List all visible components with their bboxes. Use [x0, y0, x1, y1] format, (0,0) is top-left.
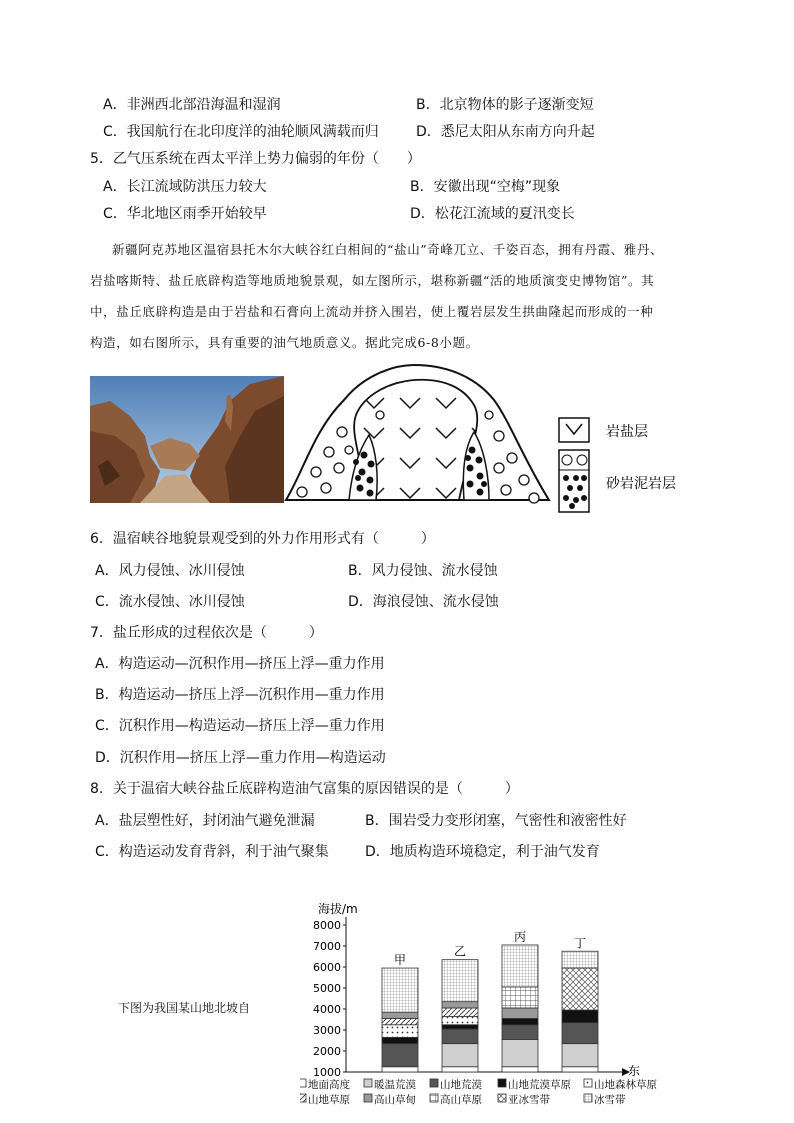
- bar-segment-丁-冰雪带: [562, 951, 598, 968]
- q5-option-b: B．安徽出现“空梅”现象: [410, 179, 561, 195]
- bar-segment-甲-山地森林草原: [382, 1025, 418, 1038]
- bar-segment-甲-山地荒漠草原: [382, 1037, 418, 1043]
- legend-swatch-亚冰雪带: [498, 1094, 506, 1102]
- q8-option-a: A．盐层塑性好，封闭油气避免泄漏: [95, 813, 315, 829]
- bar-segment-丁-亚冰雪带: [562, 968, 598, 1010]
- q7-option-b: B．构造运动—挤压上浮—沉积作用—重力作用: [95, 687, 385, 703]
- bar-segment-甲-山地草原: [382, 1018, 418, 1024]
- q6-option-b: B．风力侵蚀、流水侵蚀: [348, 563, 498, 579]
- q6-option-d: D．海浪侵蚀、流水侵蚀: [348, 594, 499, 610]
- chart-legend: [300, 1078, 657, 1105]
- legend-label-山地荒漠: 山地荒漠: [440, 1079, 482, 1091]
- chart-caption: 下图为我国某山地北坡自: [118, 1001, 251, 1015]
- legend-swatch-山地荒漠: [430, 1079, 438, 1087]
- canyon-photo: [90, 376, 284, 503]
- passage-line-3: 中，盐丘底辟构造是由于岩盐和石膏向上流动并挤入围岩，使上覆岩层发生拱曲隆起而形成的一种: [90, 304, 654, 319]
- legend-sandstone-mudstone: 砂岩泥岩层: [606, 476, 676, 492]
- legend-swatch-高山草原: [430, 1094, 438, 1102]
- bar-segment-丁-地面高度: [562, 1067, 598, 1072]
- chart-category-labels: [394, 930, 586, 967]
- bar-segment-丙-山地荒漠: [502, 1025, 538, 1040]
- legend-label-山地森林草原: 山地森林草原: [594, 1079, 657, 1091]
- category-label-丁: 丁: [573, 936, 587, 951]
- q7-option-a: A．构造运动—沉积作用—挤压上浮—重力作用: [95, 656, 385, 672]
- legend-label-山地草原: 山地草原: [308, 1094, 350, 1105]
- bar-segment-乙-暖温荒漠: [442, 1044, 478, 1067]
- q5-option-d: D．松花江流域的夏汛变长: [410, 206, 575, 222]
- salt-dome-diagram: [284, 360, 724, 520]
- q8-option-b: B．围岩受力变形闭塞，气密性和液密性好: [365, 813, 627, 829]
- legend-swatch-山地森林草原: [584, 1079, 592, 1087]
- q4-option-c: C．我国航行在北印度洋的油轮顺风满载而归: [103, 124, 379, 140]
- q5-option-a: A．长江流域防洪压力较大: [103, 179, 267, 195]
- legend-label-高山草甸: 高山草甸: [374, 1094, 416, 1105]
- legend-swatch-山地草原: [300, 1094, 306, 1102]
- bar-segment-丁-山地荒漠草原: [562, 1010, 598, 1023]
- y-tick-label: 6000: [313, 961, 341, 974]
- q7-stem: 7．盐丘形成的过程依次是（ ）: [90, 625, 323, 641]
- bar-segment-丙-冰雪带: [502, 945, 538, 987]
- legend-label-高山草原: 高山草原: [440, 1094, 482, 1105]
- passage-line-1: 新疆阿克苏地区温宿县托木尔大峡谷红白相间的“盐山”奇峰兀立、千姿百态，拥有丹霞、雅丹、: [112, 242, 664, 257]
- bar-segment-乙-山地森林草原: [442, 1016, 478, 1024]
- y-tick-label: 7000: [313, 940, 341, 953]
- legend-label-地面高度: 地面高度: [308, 1079, 350, 1091]
- q4-option-a: A．非洲西北部沿海温和湿润: [103, 97, 281, 113]
- bar-segment-乙-地面高度: [442, 1067, 478, 1072]
- legend-swatch-高山草甸: [364, 1094, 372, 1102]
- category-label-甲: 甲: [393, 953, 407, 968]
- y-tick-label: 2000: [313, 1045, 341, 1058]
- legend-label-冰雪带: 冰雪带: [594, 1094, 626, 1105]
- bar-segment-甲-高山草甸: [382, 1012, 418, 1018]
- q7-option-c: C．沉积作用—构造运动—挤压上浮—重力作用: [95, 718, 385, 734]
- legend-swatch-山地荒漠草原: [498, 1079, 506, 1087]
- bar-segment-甲-冰雪带: [382, 968, 418, 1012]
- q8-option-c: C．构造运动发育背斜，利于油气聚集: [95, 844, 329, 860]
- y-tick-label: 8000: [313, 919, 341, 932]
- legend-salt-swatch: [559, 418, 589, 442]
- y-tick-label: 5000: [313, 982, 341, 995]
- y-tick-label: 4000: [313, 1003, 341, 1016]
- vegetation-zone-chart: [300, 895, 680, 1105]
- y-tick-label: 1000: [313, 1066, 341, 1079]
- bar-segment-丙-山地荒漠草原: [502, 1018, 538, 1024]
- legend-swatch-暖温荒漠: [364, 1079, 372, 1087]
- passage-line-2: 岩盐喀斯特、盐丘底辟构造等地质地貌景观，如左图所示，堪称新疆“活的地质演变史博物馆”。其: [90, 273, 655, 288]
- bar-segment-乙-高山草甸: [442, 1002, 478, 1008]
- passage: [90, 234, 710, 358]
- q6-stem: 6．温宿峡谷地貌景观受到的外力作用形式有（ ）: [90, 531, 435, 547]
- legend-rock-salt: 岩盐层: [606, 424, 648, 440]
- q5-stem: 5．乙气压系统在西太平洋上势力偏弱的年份（ ）: [90, 151, 421, 167]
- bar-segment-甲-山地荒漠: [382, 1044, 418, 1067]
- bar-segment-丁-暖温荒漠: [562, 1044, 598, 1067]
- q8-option-d: D．地质构造环境稳定，利于油气发育: [365, 844, 600, 860]
- bar-segment-乙-山地荒漠: [442, 1029, 478, 1044]
- bar-segment-乙-山地草原: [442, 1008, 478, 1016]
- y-tick-label: 3000: [313, 1024, 341, 1037]
- passage-line-4: 构造，如右图所示，具有重要的油气地质意义。据此完成6-8小题。: [90, 335, 479, 350]
- bar-segment-丙-高山草甸: [502, 1008, 538, 1019]
- category-label-丙: 丙: [513, 929, 527, 944]
- bar-segment-丙-地面高度: [502, 1067, 538, 1072]
- q7-option-d: D．沉积作用—挤压上浮—重力作用—构造运动: [95, 750, 386, 766]
- bar-segment-乙-山地荒漠草原: [442, 1025, 478, 1029]
- q6-option-c: C．流水侵蚀、冰川侵蚀: [95, 594, 245, 610]
- legend-label-暖温荒漠: 暖温荒漠: [374, 1079, 416, 1091]
- chart-bars: [382, 945, 598, 1072]
- category-label-乙: 乙: [453, 944, 467, 959]
- legend-swatch-地面高度: [300, 1079, 306, 1087]
- bar-segment-丙-高山草原: [502, 987, 538, 1008]
- q6-option-a: A．风力侵蚀、冰川侵蚀: [95, 563, 245, 579]
- bar-segment-甲-地面高度: [382, 1067, 418, 1072]
- q8-stem: 8．关于温宿大峡谷盐丘底辟构造油气富集的原因错误的是（ ）: [90, 781, 519, 797]
- legend-label-山地荒漠草原: 山地荒漠草原: [508, 1079, 571, 1091]
- q4-option-d: D．悉尼太阳从东南方向升起: [416, 124, 595, 140]
- legend-label-亚冰雪带: 亚冰雪带: [508, 1094, 550, 1105]
- q4-option-b: B．北京物体的影子逐渐变短: [416, 97, 594, 113]
- bar-segment-丁-山地荒漠: [562, 1023, 598, 1044]
- q5-option-c: C．华北地区雨季开始较早: [103, 206, 267, 222]
- chart-east-label: 东: [628, 1064, 641, 1078]
- legend-swatch-冰雪带: [584, 1094, 592, 1102]
- chart-y-label: 海拔/m: [318, 902, 358, 916]
- bar-segment-乙-冰雪带: [442, 960, 478, 1002]
- bar-segment-丙-暖温荒漠: [502, 1039, 538, 1066]
